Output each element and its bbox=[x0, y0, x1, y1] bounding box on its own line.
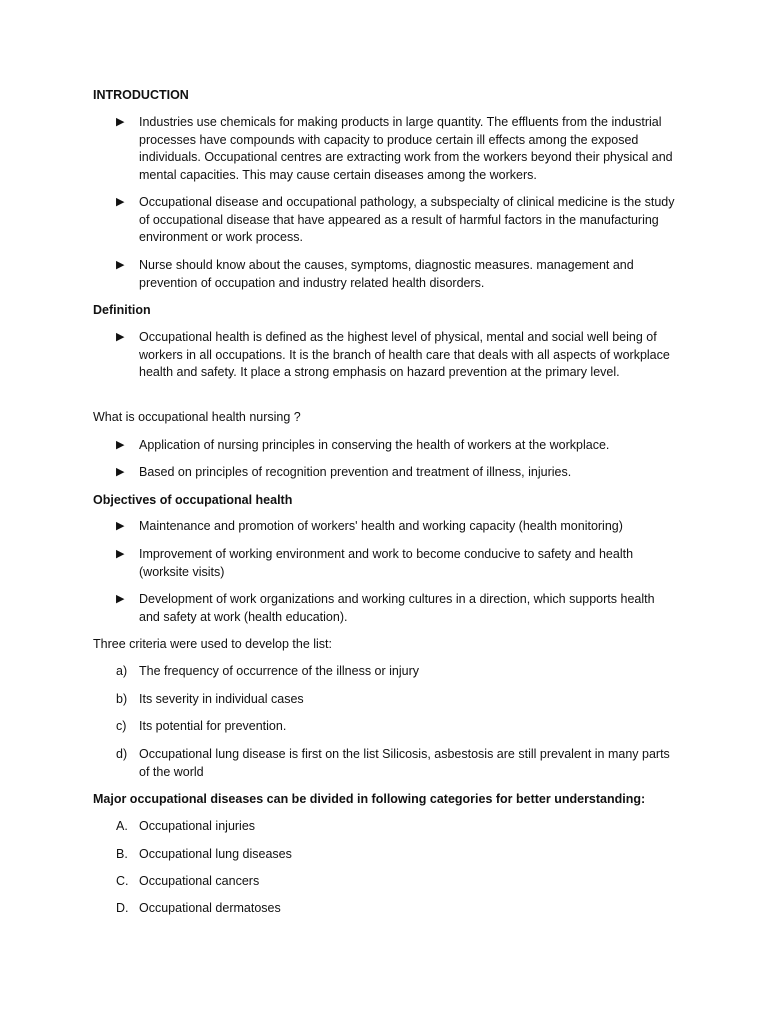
bullet-text: Industries use chemicals for making products in large quantity. The effluents from the industrial processes have compounds with capacity to produce certain ill effects among the exposed individuals. Occupational centres are extracting work from the workers beyond their physical and mental capacities. This may cause certain diseases among the workers. bbox=[139, 115, 673, 182]
list-item-text: Occupational dermatoses bbox=[139, 901, 281, 915]
list-item-text: Its severity in individual cases bbox=[139, 692, 304, 706]
bullet-arrow-icon: ▶ bbox=[116, 196, 125, 208]
list-marker: c) bbox=[116, 719, 127, 733]
bullet-arrow-icon: ▶ bbox=[116, 331, 125, 343]
list-item-text: Its potential for prevention. bbox=[139, 719, 287, 733]
list-item-text: Occupational cancers bbox=[139, 874, 260, 888]
intro-bullet-1 bbox=[116, 114, 676, 184]
bullet-arrow-icon: ▶ bbox=[116, 593, 125, 605]
list-item-text: The frequency of occurrence of the illness or injury bbox=[139, 664, 419, 678]
criteria-item-b bbox=[116, 691, 676, 709]
bullet-text: Improvement of working environment and work to become conducive to safety and health (worksite visits) bbox=[139, 547, 634, 579]
bullet-arrow-icon: ▶ bbox=[116, 259, 125, 271]
objectives-bullet-1 bbox=[116, 518, 676, 536]
bullet-arrow-icon: ▶ bbox=[116, 116, 125, 128]
bullet-text: Occupational health is defined as the highest level of physical, mental and social well being of workers in all occupations. It is the branch of health care that deals with all aspects of workplace health and safety. It place a strong emphasis on hazard prevention at the primary level. bbox=[139, 330, 670, 380]
objectives-bullet-3 bbox=[116, 591, 676, 626]
bullet-text: Occupational disease and occupational pathology, a subspecialty of clinical medicine is the study of occupational disease that have appeared as a result of harmful factors in the manufacturing environment or work process. bbox=[139, 195, 675, 245]
bullet-text: Application of nursing principles in conserving the health of workers at the workplace. bbox=[139, 438, 610, 452]
list-item-text: Occupational lung disease is first on the list Silicosis, asbestosis are still prevalent in many parts of the world bbox=[139, 747, 670, 779]
bullet-text: Maintenance and promotion of workers' health and working capacity (health monitoring) bbox=[139, 519, 623, 533]
bullet-text: Development of work organizations and working cultures in a direction, which supports health and safety at work (health education). bbox=[139, 592, 655, 624]
heading-introduction: INTRODUCTION bbox=[93, 88, 189, 102]
criteria-item-a bbox=[116, 663, 676, 681]
bullet-text: Nurse should know about the causes, symptoms, diagnostic measures. management and prevention of occupation and industry related health disorders. bbox=[139, 258, 634, 290]
definition-bullet-1 bbox=[116, 329, 676, 382]
objectives-bullet-2 bbox=[116, 546, 676, 581]
bullet-text: Based on principles of recognition prevention and treatment of illness, injuries. bbox=[139, 465, 572, 479]
list-item-text: Occupational lung diseases bbox=[139, 847, 292, 861]
category-item-a bbox=[116, 818, 676, 836]
list-marker: C. bbox=[116, 874, 129, 888]
bullet-arrow-icon: ▶ bbox=[116, 520, 125, 532]
intro-bullet-3 bbox=[116, 257, 676, 292]
heading-categories: Major occupational diseases can be divided in following categories for better understanding: bbox=[93, 792, 646, 806]
heading-objectives: Objectives of occupational health bbox=[93, 493, 293, 507]
criteria-item-c bbox=[116, 718, 676, 736]
ohn-bullet-1 bbox=[116, 437, 676, 455]
criteria-item-d bbox=[116, 746, 676, 781]
bullet-arrow-icon: ▶ bbox=[116, 439, 125, 451]
category-item-d bbox=[116, 900, 676, 918]
ohn-bullet-2 bbox=[116, 464, 676, 482]
heading-definition: Definition bbox=[93, 303, 151, 317]
list-item-text: Occupational injuries bbox=[139, 819, 256, 833]
bullet-arrow-icon: ▶ bbox=[116, 548, 125, 560]
bullet-arrow-icon: ▶ bbox=[116, 466, 125, 478]
category-item-c bbox=[116, 873, 676, 891]
category-item-b bbox=[116, 846, 676, 864]
ohn-question: What is occupational health nursing ? bbox=[93, 410, 301, 424]
list-marker: a) bbox=[116, 664, 128, 678]
criteria-intro: Three criteria were used to develop the list: bbox=[93, 637, 333, 651]
list-marker: B. bbox=[116, 847, 128, 861]
list-marker: b) bbox=[116, 692, 128, 706]
list-marker: A. bbox=[116, 819, 128, 833]
list-marker: d) bbox=[116, 747, 128, 761]
list-marker: D. bbox=[116, 901, 129, 915]
intro-bullet-2 bbox=[116, 194, 676, 247]
